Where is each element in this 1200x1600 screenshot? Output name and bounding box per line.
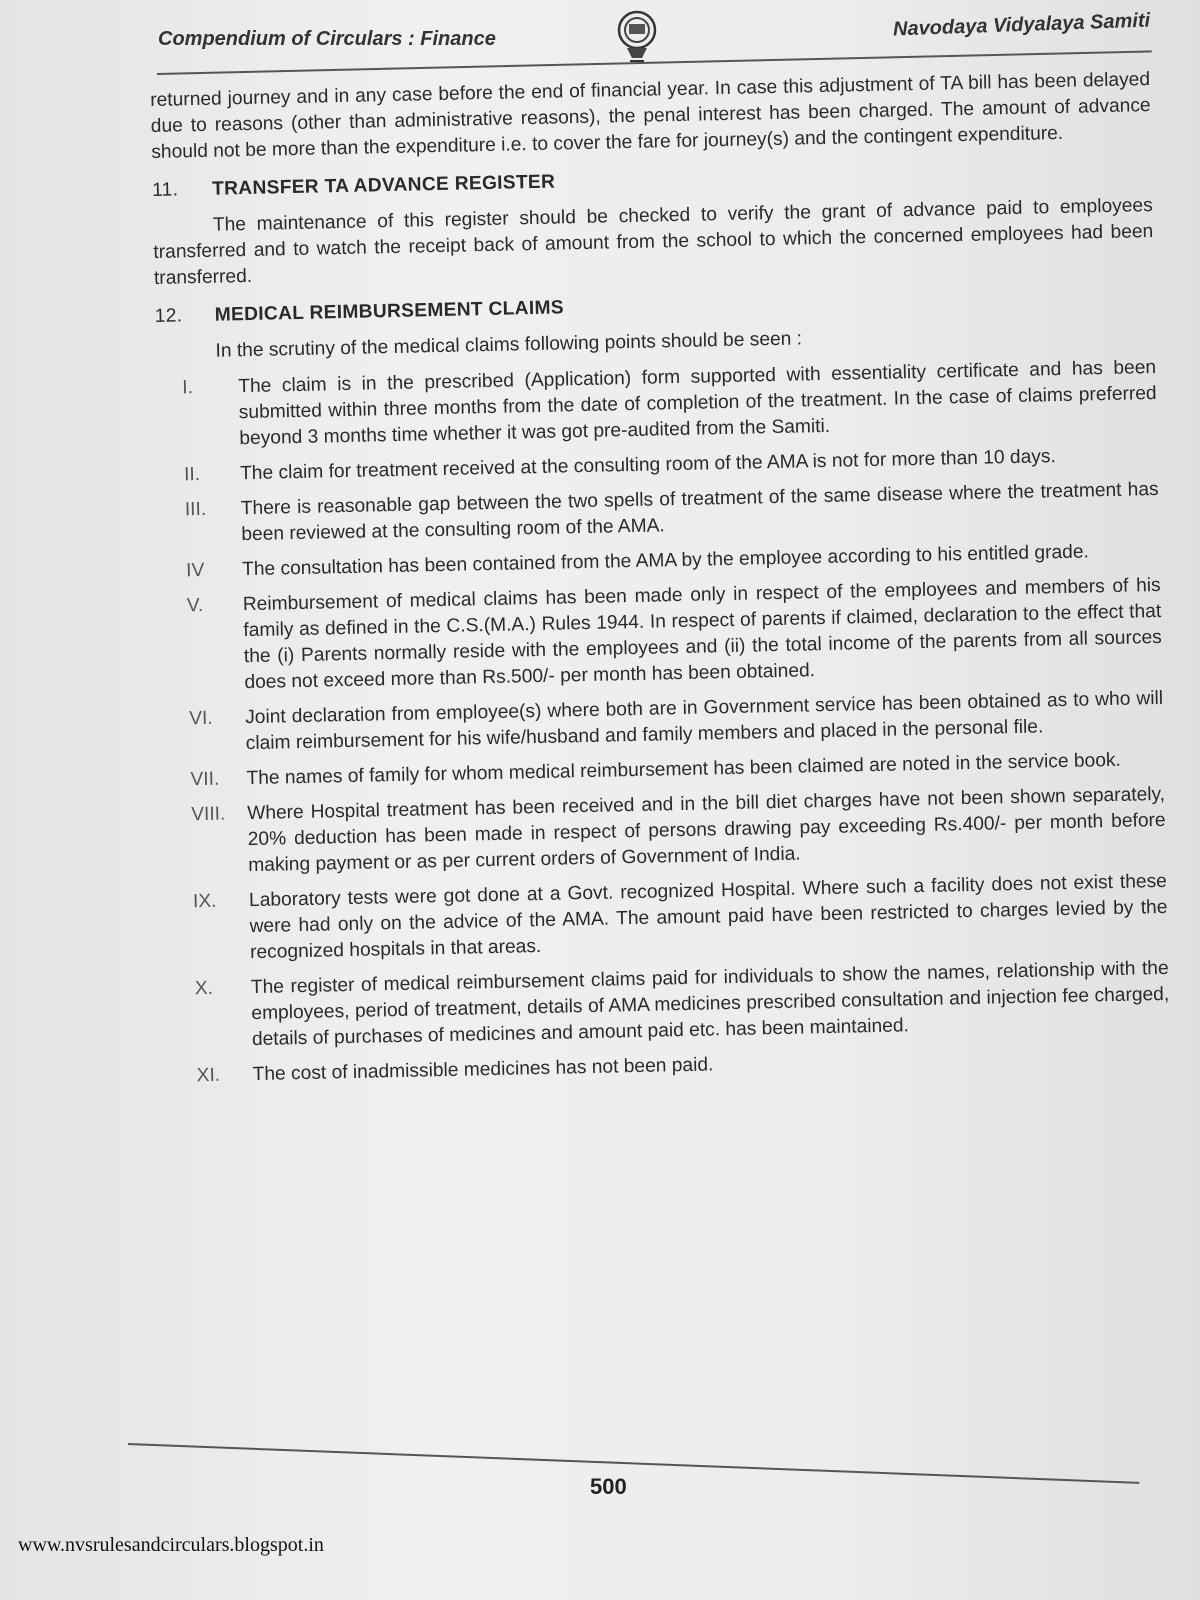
list-item <box>161 573 1163 698</box>
item-number: III. <box>184 498 207 521</box>
item-text: Joint declaration from employee(s) where both are in Government service has been obtained as to who will claim reimbursement for his wife/husband and family members and placed in the personal file. <box>244 687 1164 755</box>
item-number: V. <box>186 595 204 617</box>
item-number: VI. <box>188 707 213 730</box>
item-text: The consultation has been contained from the AMA by the employee according to his entitled grade. <box>241 541 1090 581</box>
header-left-title: Compendium of Circulars : Finance <box>158 28 496 50</box>
item-text: There is reasonable gap between the two spells of treatment of the same disease where the treatment has been reviewed at the consulting room of the AMA. <box>240 478 1159 546</box>
list-item <box>156 355 1157 454</box>
section-title: MEDICAL REIMBURSEMENT CLAIMS <box>214 297 565 326</box>
list-item <box>167 869 1168 968</box>
footer-divider <box>128 1443 1139 1484</box>
section-title: TRANSFER TA ADVANCE REGISTER <box>211 171 556 200</box>
section-number: 11. <box>151 179 179 201</box>
item-text: The claim is in the prescribed (Application) form supported with essentiality certificate and has been submitted within three months from the date of completion of the treatment. In the case of claims preferred beyond 3 months time whether it was got pre-audited from the Samiti. <box>238 356 1157 450</box>
item-text: The names of family for whom medical reimbursement has been claimed are noted in the service book. <box>246 749 1122 790</box>
item-number: IX. <box>192 890 217 913</box>
item-number: X. <box>194 977 214 1000</box>
item-number: XI. <box>196 1064 221 1087</box>
list-item <box>165 782 1166 881</box>
header-right-title: Navodaya Vidyalaya Samiti <box>892 9 1151 41</box>
checklist <box>156 355 1171 1090</box>
section-number: 12. <box>154 305 183 327</box>
emblem-icon <box>612 8 662 64</box>
page-header <box>150 0 1150 80</box>
page-number: 500 <box>590 1474 627 1499</box>
item-number: IV <box>185 559 205 582</box>
item-number: I. <box>182 377 194 399</box>
item-number: VIII. <box>191 803 226 826</box>
item-text: The cost of inadmissible medicines has not been paid. <box>252 1054 714 1086</box>
item-text: Where Hospital treatment has been received and in the bill diet charges have not been shown separately, 20% deduction has been made in respect of persons drawing pay exceeding Rs.400/- per month before making payment or as per current orders of Government of India. <box>246 783 1166 877</box>
item-text: The claim for treatment received at the consulting room of the AMA is not for more than 10 days. <box>239 446 1057 485</box>
section-11-text: The maintenance of this register should be checked to verify the grant of advance paid to employees transferred and to watch the receipt back of amount from the school to which the concerned employees had been transferred. <box>153 195 1154 289</box>
list-item <box>169 956 1170 1055</box>
item-text: The register of medical reimbursement claims paid for individuals to show the names, relationship with the employees, period of treatment, details of AMA medicines prescribed consultation and injection fee charged, details of purchases of medicines and amount paid etc. has been maintained. <box>250 957 1170 1051</box>
item-number: II. <box>183 464 201 486</box>
item-number: VII. <box>190 768 220 791</box>
watermark-url: www.nvsrulesandcirculars.blogspot.in <box>18 1534 324 1556</box>
continuation-paragraph: returned journey and in any case before the end of financial year. In case this adjustment of TA bill has been delayed due to reasons (other than administrative reasons), the penal interest has been charged. The amount of advance should not be more than the expenditure i.e. to cover the fare for journey(s) and the contingent expenditure. <box>150 69 1151 163</box>
document-body <box>150 67 1171 1099</box>
list-item <box>159 477 1160 550</box>
list-item <box>163 686 1164 759</box>
item-text: Laboratory tests were got done at a Govt. recognized Hospital. Where such a facility does not exist these were had only on the advice of the AMA. The amount paid have been restricted to charges levied by the recognized hospitals in that areas. <box>248 870 1168 964</box>
section-12-intro: In the scrutiny of the medical claims following points should be seen : <box>215 328 803 362</box>
item-text: Reimbursement of medical claims has been made only in respect of the employees and members of his family as defined in the C.S.(M.A.) Rules 1944. In respect of parents if claimed, declaration to the effect that the (i) Parents normally reside with the employees and (ii) the total income of the parents from all sources does not exceed more than Rs.500/- per month has been obtained. <box>242 574 1162 694</box>
